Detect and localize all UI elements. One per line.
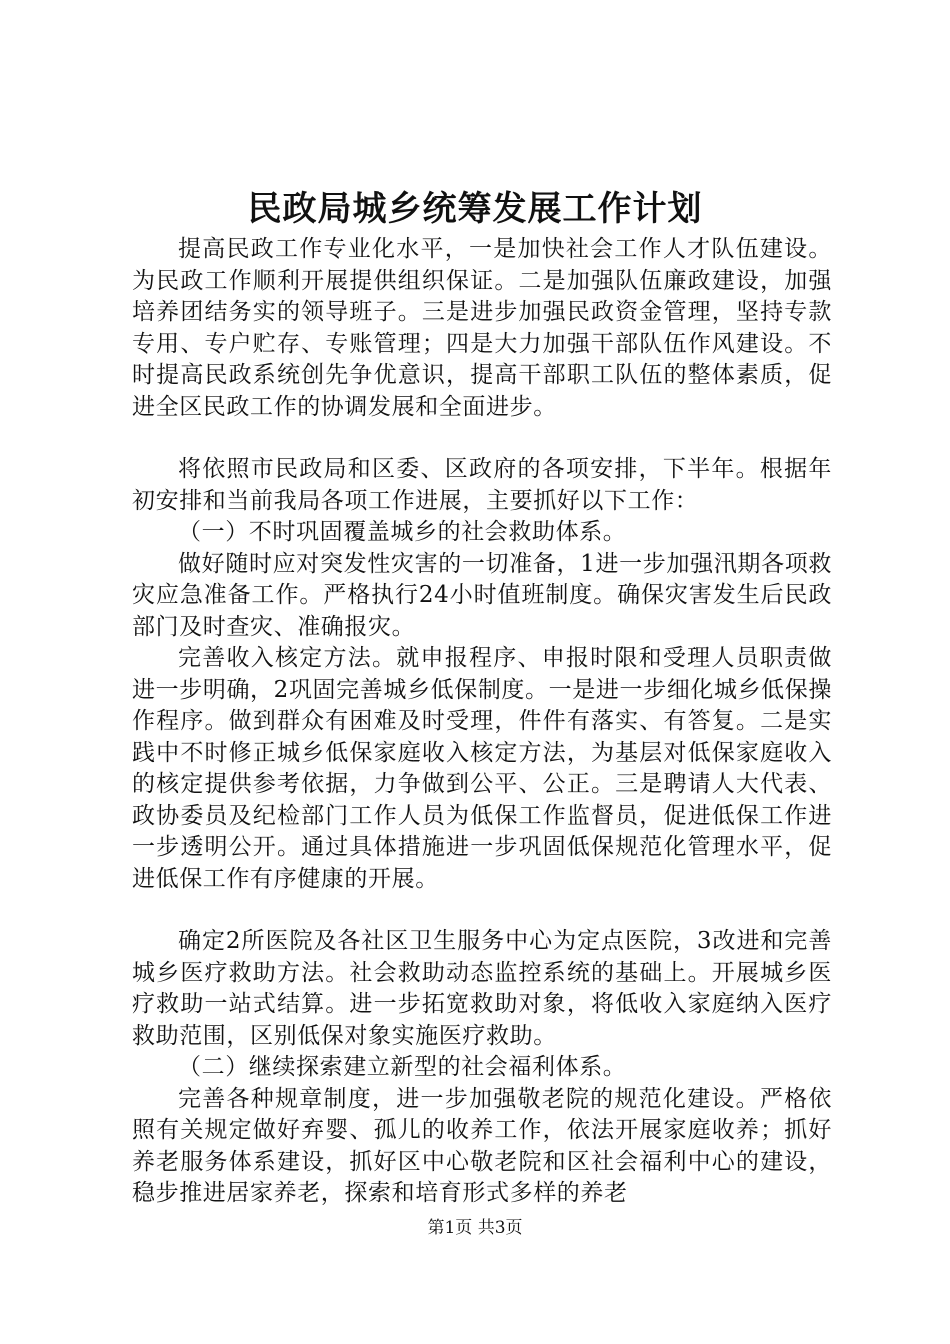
page-number-footer: 第1页 共3页 bbox=[427, 1218, 523, 1238]
section-heading: （二）继续探索建立新型的社会福利体系。 bbox=[178, 1054, 627, 1080]
paragraph: 完善各种规章制度，进一步加强敬老院的规范化建设。严格依照有关规定做好弃婴、孤儿的收养工作，依法开展家庭收养；抓好养老服务体系建设，抓好区中心敬老院和区社会福利中心的建设，稳步推进居家养老，探索和培育形式多样的养老 bbox=[132, 1085, 832, 1206]
paragraph: 将依照市民政局和区委、区政府的各项安排，下半年。根据年初安排和当前我局各项工作进展，主要抓好以下工作： bbox=[132, 456, 832, 514]
paragraph: 确定2所医院及各社区卫生服务中心为定点医院，3改进和完善城乡医疗救助方法。社会救助动态监控系统的基础上。开展城乡医疗救助一站式结算。进一步拓宽救助对象，将低收入家庭纳入医疗救助范围，区别低保对象实施医疗救助。 bbox=[132, 928, 832, 1049]
document-body bbox=[132, 234, 832, 1210]
section-heading: （一）不时巩固覆盖城乡的社会救助体系。 bbox=[178, 519, 627, 545]
paragraph: 做好随时应对突发性灾害的一切准备，1进一步加强汛期各项救灾应急准备工作。严格执行24小时值班制度。确保灾害发生后民政部门及时查灾、准确报灾。 bbox=[132, 550, 832, 640]
paragraph: 完善收入核定方法。就申报程序、申报时限和受理人员职责做进一步明确，2巩固完善城乡低保制度。一是进一步细化城乡低保操作程序。做到群众有困难及时受理，件件有落实、有答复。二是实践中不时修正城乡低保家庭收入核定方法，为基层对低保家庭收入的核定提供参考依据，力争做到公平、公正。三是聘请人大代表、政协委员及纪检部门工作人员为低保工作监督员，促进低保工作进一步透明公开。通过具体措施进一步巩固低保规范化管理水平，促进低保工作有序健康的开展。 bbox=[132, 645, 832, 892]
document-title: 民政局城乡统筹发展工作计划 bbox=[247, 189, 703, 229]
paragraph: 提高民政工作专业化水平，一是加快社会工作人才队伍建设。为民政工作顺利开展提供组织保证。二是加强队伍廉政建设，加强培养团结务实的领导班子。三是进步加强民政资金管理，坚持专款专用、专户贮存、专账管理；四是大力加强干部队伍作风建设。不时提高民政系统创先争优意识，提高干部职工队伍的整体素质，促进全区民政工作的协调发展和全面进步。 bbox=[132, 236, 832, 420]
